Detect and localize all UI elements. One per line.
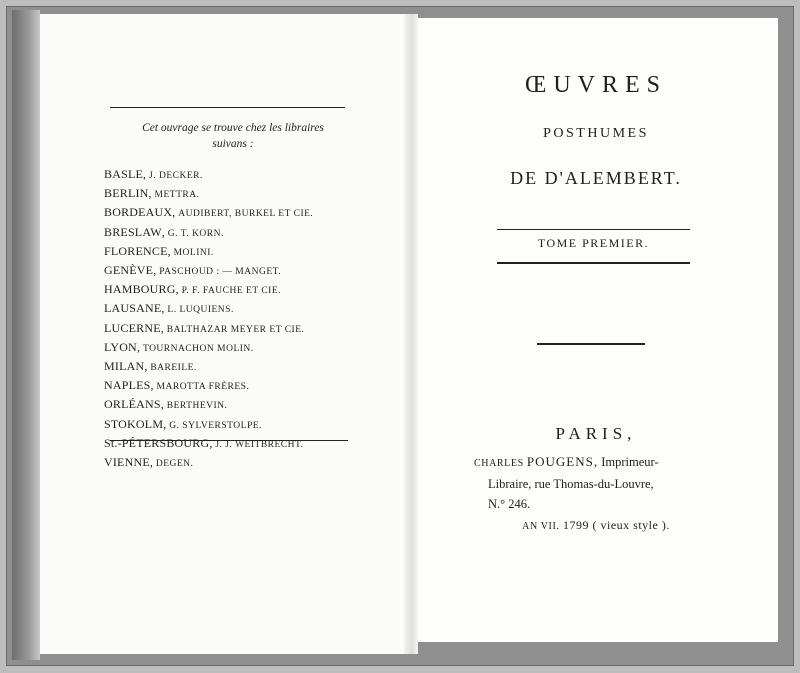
bookseller-city: ORLÉANS	[104, 397, 161, 412]
intro-line: Cet ouvrage se trouve chez les libraires	[142, 122, 324, 134]
spine-gutter	[404, 14, 418, 654]
bookseller-city: FLORENCE	[104, 243, 168, 258]
volume-rule-bottom	[497, 262, 690, 264]
bookseller-city: BRESLAW	[104, 224, 162, 239]
imprint	[474, 452, 744, 514]
bookseller-city: BORDEAUX	[104, 205, 173, 220]
bookseller-city: St.-PÉTERSBOURG	[104, 435, 210, 450]
bookseller-entry: MILAN, BAREILE.	[104, 359, 197, 374]
bookseller-name: TOURNACHON MOLIN.	[142, 343, 254, 354]
bookseller-city: NAPLES	[104, 378, 151, 393]
printer-name: POUGENS,	[526, 454, 599, 469]
work-subtitle: POSTHUMES	[543, 126, 649, 141]
work-title: ŒUVRES	[524, 72, 668, 98]
imprint-line-printer	[474, 452, 744, 474]
bookseller-city: BASLE	[104, 167, 144, 181]
bookseller-name: METTRA.	[154, 190, 200, 201]
bookseller-city: BERLIN	[104, 186, 149, 201]
bookseller-city: STOKOLM	[104, 416, 164, 431]
bookseller-name: MOLINI.	[173, 247, 214, 258]
bookseller-entry: STOKOLM, G. SYLVERSTOLPE.	[104, 416, 262, 431]
bookseller-entry: NAPLES, MAROTTA FRÈRES.	[104, 378, 250, 393]
publication-city: PARIS,	[555, 424, 637, 443]
bookseller-name: G. T. KORN.	[167, 228, 224, 239]
imprint-line-address: Libraire, rue Thomas-du-Louvre,	[488, 477, 654, 491]
bookseller-city: MILAN	[104, 359, 145, 374]
bookseller-name: PASCHOUD : — MANGET.	[159, 267, 282, 278]
bookseller-entry: BASLE, J. DECKER.	[104, 167, 203, 181]
bookseller-entry: VIENNE, DEGEN.	[104, 455, 194, 470]
bookseller-city: GENÈVE	[104, 263, 154, 278]
bookseller-entry: HAMBOURG, P. F. FAUCHE ET CIE.	[104, 282, 282, 297]
ornamental-rule	[537, 343, 645, 345]
bookseller-entry: BORDEAUX, AUDIBERT, BURKEL ET CIE.	[104, 205, 314, 220]
bookseller-entry: GENÈVE, PASCHOUD : — MANGET.	[104, 263, 282, 278]
bookseller-name: BERTHEVIN.	[166, 401, 228, 412]
intro-line: suivans :	[212, 138, 254, 150]
printer-prefix: CHARLES	[474, 458, 524, 469]
bookseller-name: BALTHAZAR MEYER ET CIE.	[166, 324, 305, 335]
date-prefix: AN VII.	[522, 521, 560, 532]
bookseller-name: P. F. FAUCHE ET CIE.	[181, 286, 282, 297]
bookseller-name: AUDIBERT, BURKEL ET CIE.	[178, 209, 314, 220]
publication-date	[414, 518, 778, 533]
booksellers-list	[104, 166, 394, 473]
printer-suffix: Imprimeur-	[601, 455, 659, 469]
bookseller-city: LYON	[104, 339, 137, 354]
bottom-rule	[110, 440, 348, 441]
page-edges	[12, 10, 40, 660]
bookseller-entry: LYON, TOURNACHON MOLIN.	[104, 339, 254, 354]
bookseller-entry: FLORENCE, MOLINI.	[104, 243, 214, 258]
bookseller-name: J. DECKER.	[149, 171, 203, 181]
bookseller-entry: BRESLAW, G. T. KORN.	[104, 224, 224, 239]
right-page	[414, 18, 778, 642]
bookseller-entry: St.-PÉTERSBOURG, J. J. WEITBRECHT.	[104, 435, 304, 450]
volume-label: TOME PREMIER.	[537, 236, 650, 250]
bookseller-city: LAUSANE	[104, 301, 162, 316]
work-author: DE D'ALEMBERT.	[510, 168, 682, 188]
bookseller-name: G. SYLVERSTOLPE.	[169, 420, 262, 431]
top-rule	[110, 107, 345, 108]
date-rest: 1799 ( vieux style ).	[563, 518, 670, 532]
bookseller-entry: ORLÉANS, BERTHEVIN.	[104, 397, 228, 412]
bookseller-city: VIENNE	[104, 455, 150, 470]
bookseller-city: HAMBOURG	[104, 282, 176, 297]
bookseller-entry: LUCERNE, BALTHAZAR MEYER ET CIE.	[104, 320, 305, 335]
imprint-line-number: N.° 246.	[488, 497, 531, 511]
bookseller-name: BAREILE.	[150, 363, 197, 374]
bookseller-entry: LAUSANE, L. LUQUIENS.	[104, 301, 234, 316]
bookseller-name: MAROTTA FRÈRES.	[156, 382, 250, 393]
bookseller-name: L. LUQUIENS.	[167, 305, 234, 316]
booksellers-intro	[98, 120, 368, 152]
bookseller-name: DEGEN.	[155, 459, 194, 470]
volume-rule-top	[497, 229, 690, 230]
bookseller-city: LUCERNE	[104, 320, 161, 335]
bookseller-entry: BERLIN, METTRA.	[104, 186, 200, 201]
bookseller-name: J. J. WEITBRECHT.	[215, 439, 304, 450]
